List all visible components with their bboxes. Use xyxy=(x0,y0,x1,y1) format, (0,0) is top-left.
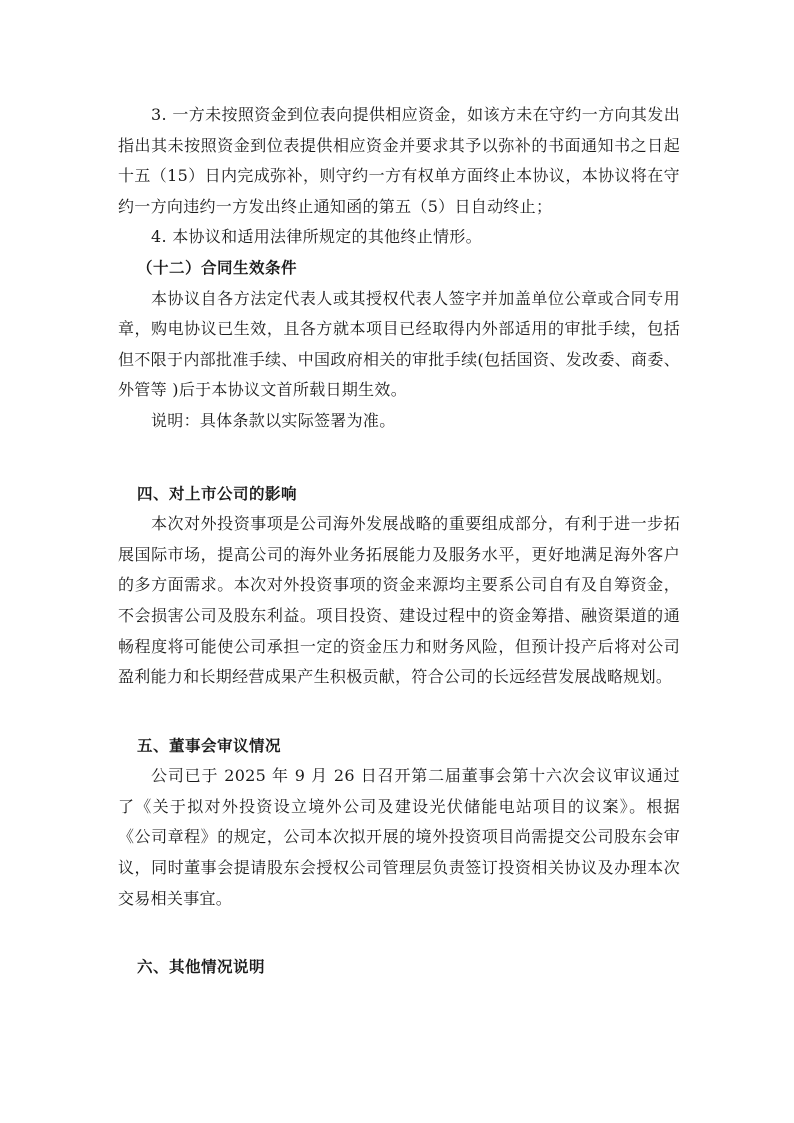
section-spacer xyxy=(118,693,680,731)
effectiveness-heading: （十二）合同生效条件 xyxy=(137,258,298,277)
section-spacer xyxy=(118,437,680,479)
effectiveness-note: 说明：具体条款以实际签署为准。 xyxy=(151,410,396,430)
document-page xyxy=(118,100,680,983)
impact-body: 本次对外投资事项是公司海外发展战略的重要组成部分，有利于进一步拓展国际市场，提高公司的海外业务拓展能力及服务水平，更好地满足海外客户的多方面需求。本次对外投资事项的资金来源均主要系公司自有及自筹资金，不会损害公司及股东利益。项目投资、建设过程中的资金筹措、融资渠道的通畅程度将可能使公司承担一定的资金压力和财务风险，但预计投产后将对公司盈利能力和长期经营成果产生积极贡献，符合公司的长远经营发展战略规划。 xyxy=(118,514,680,687)
effectiveness-body: 本协议自各方法定代表人或其授权代表人签字并加盖单位公章或合同专用章，购电协议已生效，且各方就本项目已经取得内外部适用的审批手续，包括但不限于内部批准手续、中国政府相关的审批手续(包括国资、发改委、商委、外管等 )后于本协议文首所载日期生效。 xyxy=(118,288,680,400)
board-body: 公司已于 2025 年 9 月 26 日召开第二届董事会第十六次会议审议通过了《关于拟对外投资设立境外公司及建设光伏储能电站项目的议案》。根据《公司章程》的规定，公司本次拟开展的境外投资项目尚需提交公司股东会审议，同时董事会提请股东会授权公司管理层负责签订投资相关协议及办理本次交易相关事宜。 xyxy=(118,766,680,908)
impact-heading: 四、对上市公司的影响 xyxy=(137,484,298,503)
termination-item-4: 4. 本协议和适用法律所规定的其他终止情形。 xyxy=(151,227,482,247)
board-heading: 五、董事会审议情况 xyxy=(137,736,282,755)
other-heading: 六、其他情况说明 xyxy=(137,958,266,977)
termination-item-3: 3. 一方未按照资金到位表向提供相应资金，如该方未在守约一方向其发出指出其未按照资金到位表提供相应资金并要求其予以弥补的书面通知书之日起十五（15）日内完成弥补，则守约一方有权单方面终止本协议，本协议将在守约一方向违约一方发出终止通知函的第五（5）日自动终止； xyxy=(118,105,680,216)
section-spacer xyxy=(118,914,680,952)
